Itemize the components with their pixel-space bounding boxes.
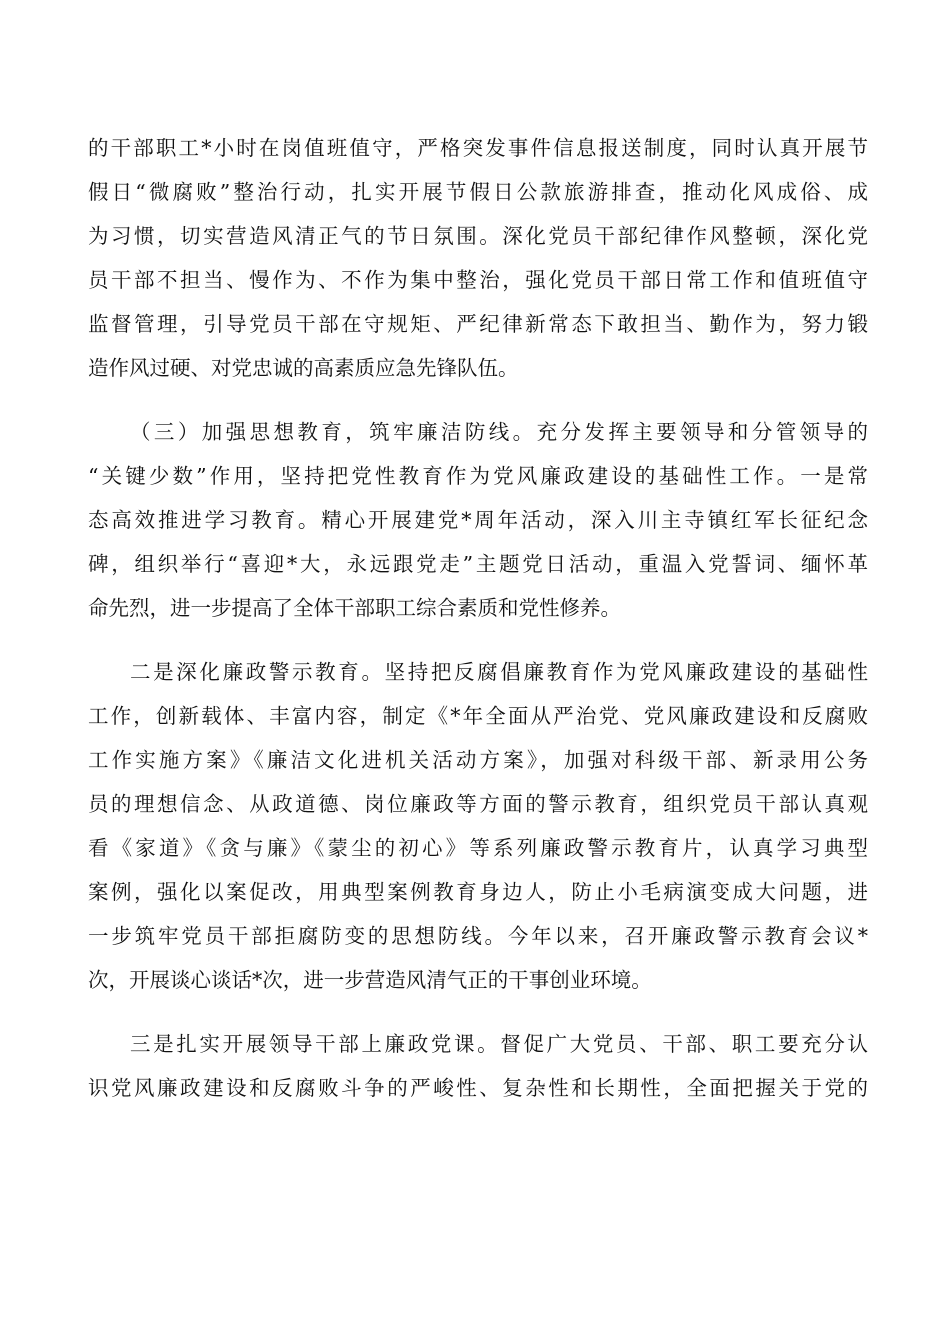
paragraph-4-line-1: 三是扎实开展领导干部上廉政党课。督促广大党员、干部、职工要充分认 bbox=[130, 1032, 868, 1056]
paragraph-3-line-2: 工作，创新载体、丰富内容，制定《*年全面从严治党、党风廉政建设和反腐败 bbox=[88, 704, 868, 728]
paragraph-2-line-3: 态高效推进学习教育。精心开展建党*周年活动，深入川主寺镇红军长征纪念 bbox=[88, 508, 868, 532]
paragraph-2-line-5: 命先烈，进一步提高了全体干部职工综合素质和党性修养。 bbox=[88, 596, 621, 620]
paragraph-1-line-4: 员干部不担当、慢作为、不作为集中整治，强化党员干部日常工作和值班值守 bbox=[88, 268, 868, 292]
paragraph-3-line-7: 一步筑牢党员干部拒腐防变的思想防线。今年以来，召开廉政警示教育会议* bbox=[88, 924, 868, 948]
paragraph-1-line-6: 造作风过硬、对党忠诚的高素质应急先锋队伍。 bbox=[88, 356, 519, 380]
paragraph-1-line-1: 的干部职工*小时在岗值班值守，严格突发事件信息报送制度，同时认真开展节 bbox=[88, 136, 868, 160]
paragraph-3-line-6: 案例，强化以案促改，用典型案例教育身边人，防止小毛病演变成大问题，进 bbox=[88, 880, 868, 904]
paragraph-2-line-2: “关键少数”作用，坚持把党性教育作为党风廉政建设的基础性工作。一是常 bbox=[88, 464, 868, 488]
paragraph-2-line-4: 碑，组织举行“喜迎*大，永远跟党走”主题党日活动，重温入党誓词、缅怀革 bbox=[88, 552, 868, 576]
paragraph-1-line-2: 假日“微腐败”整治行动，扎实开展节假日公款旅游排查，推动化风成俗、成 bbox=[88, 180, 868, 204]
paragraph-3-line-8: 次，开展谈心谈话*次，进一步营造风清气正的干事创业环境。 bbox=[88, 968, 652, 992]
paragraph-1-line-3: 为习惯，切实营造风清正气的节日氛围。深化党员干部纪律作风整顿，深化党 bbox=[88, 224, 868, 248]
paragraph-4-line-2: 识党风廉政建设和反腐败斗争的严峻性、复杂性和长期性，全面把握关于党的 bbox=[88, 1076, 868, 1100]
paragraph-2-line-1: （三）加强思想教育，筑牢廉洁防线。充分发挥主要领导和分管领导的 bbox=[130, 420, 868, 444]
paragraph-3-line-1: 二是深化廉政警示教育。坚持把反腐倡廉教育作为党风廉政建设的基础性 bbox=[130, 660, 868, 684]
paragraph-3-line-4: 员的理想信念、从政道德、岗位廉政等方面的警示教育，组织党员干部认真观 bbox=[88, 792, 868, 816]
paragraph-1-line-5: 监督管理，引导党员干部在守规矩、严纪律新常态下敢担当、勤作为，努力锻 bbox=[88, 312, 868, 336]
paragraph-3-line-5: 看《家道》《贪与廉》《蒙尘的初心》等系列廉政警示教育片，认真学习典型 bbox=[88, 836, 868, 860]
paragraph-3-line-3: 工作实施方案》《廉洁文化进机关活动方案》，加强对科级干部、新录用公务 bbox=[88, 748, 868, 772]
